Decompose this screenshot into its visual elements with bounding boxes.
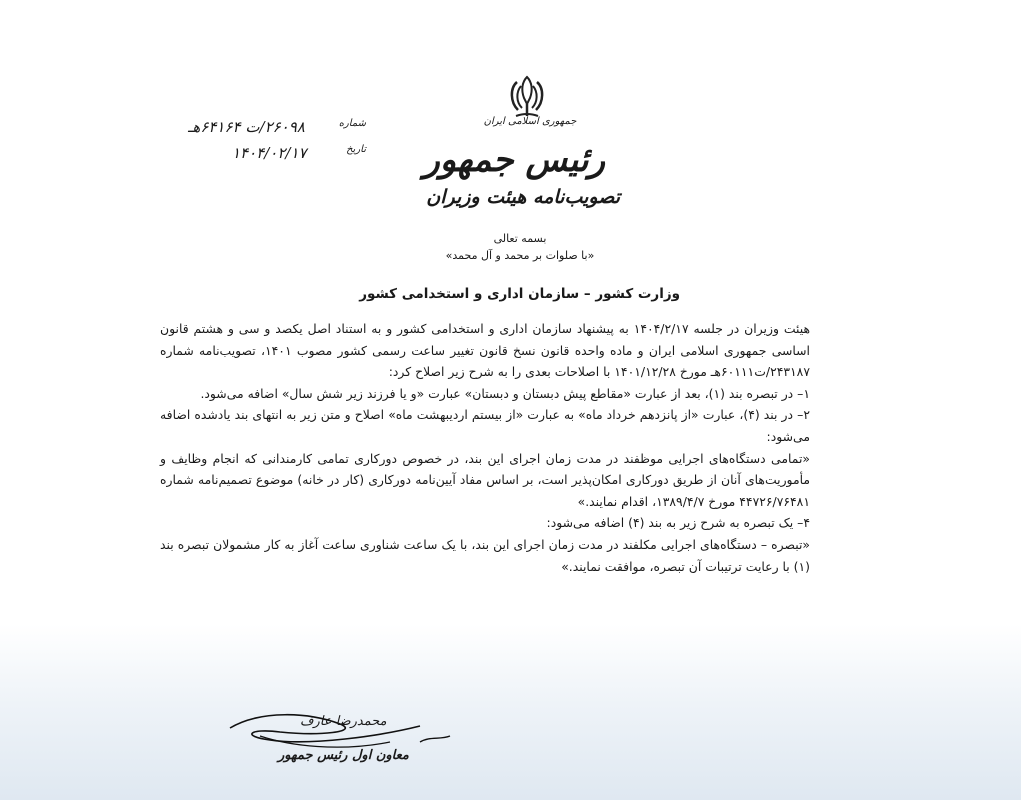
- number-value: ۲۶۰۹۸/ت ۶۴۱۶۴هـ: [188, 118, 305, 136]
- letter-number: [188, 118, 366, 138]
- paragraph-intro: هیئت وزیران در جلسه ۱۴۰۴/۲/۱۷ به پیشنهاد سازمان اداری و استخدامی کشور و به استناد اصل یکصد و سی و هشتم قانون اساسی جمهوری اسلامی ایران و ماده واحده قانون نسخ قانون تغییر ساعت رسمی کشور مصوب ۱۴۰۱، تصویب‌نامه شماره ۲۴۳۱۸۷/ت۶۰۱۱۱هـ مورخ ۱۴۰۱/۱۲/۲۸ با اصلاحات بعدی را به شرح زیر اصلاح کرد:: [160, 321, 810, 380]
- date-label: تاریخ: [346, 144, 366, 155]
- recipient-line: وزارت کشور – سازمان اداری و استخدامی کشور: [359, 286, 680, 302]
- president-office-title: رئیس جمهور: [423, 140, 605, 180]
- paragraph-quote-remote-work: «تمامی دستگاه‌های اجرایی موظفند در مدت زمان اجرای این بند، در خصوص دورکاری تمامی کارمندانی که انجام وظایف و مأموریت‌های آنان از طریق دورکاری امکان‌پذیر است، بر اساس مفاد آیین‌نامه دورکاری (کار در خانه) موضوع تصمیم‌نامه شماره ۴۴۷۲۶/۷۶۴۸۱ مورخ ۱۳۸۹/۴/۷، اقدام نمایند.»: [160, 450, 810, 509]
- paragraph-item-2: ۲– در بند (۴)، عبارت «از پانزدهم خرداد ماه» به عبارت «از بیستم اردیبهشت ماه» اصلاح و متن زیر به انتهای بند یادشده اضافه می‌شود:: [160, 407, 810, 444]
- date-value: ۱۴۰۴/۰۲/۱۷: [232, 144, 307, 162]
- number-label: شماره: [338, 118, 366, 129]
- paragraph-item-4: ۴– یک تبصره به شرح زیر به بند (۴) اضافه می‌شود:: [546, 515, 810, 531]
- letter-date: [188, 144, 366, 164]
- paragraph-item-1: ۱– در تبصره بند (۱)، بعد از عبارت «مقاطع پیش دبستان و دبستان» عبارت «و یا فرزند زیر شش سال» اضافه می‌شود.: [200, 385, 810, 401]
- decree-body: [160, 318, 810, 577]
- signatory-name: محمدرضا عارف: [300, 714, 387, 729]
- cabinet-approval-label: تصویب‌نامه هیئت وزیران: [426, 186, 620, 208]
- basmala: بسمه تعالی: [493, 232, 547, 245]
- paragraph-quote-note: «تبصره – دستگاه‌های اجرایی مکلفند در مدت زمان اجرای این بند، با یک ساعت شناوری ساعت آغاز به کار مشمولان تبصره بند (۱) با رعایت ترتیبات آن تبصره، موافقت نمایند.»: [160, 536, 810, 574]
- signature-block: [220, 706, 540, 786]
- republic-heading: جمهوری اسلامی ایران: [483, 116, 577, 127]
- iran-emblem-icon: [502, 74, 552, 122]
- signatory-title: معاون اول رئیس جمهور: [278, 748, 409, 763]
- salawat: «با صلوات بر محمد و آل محمد»: [445, 249, 595, 262]
